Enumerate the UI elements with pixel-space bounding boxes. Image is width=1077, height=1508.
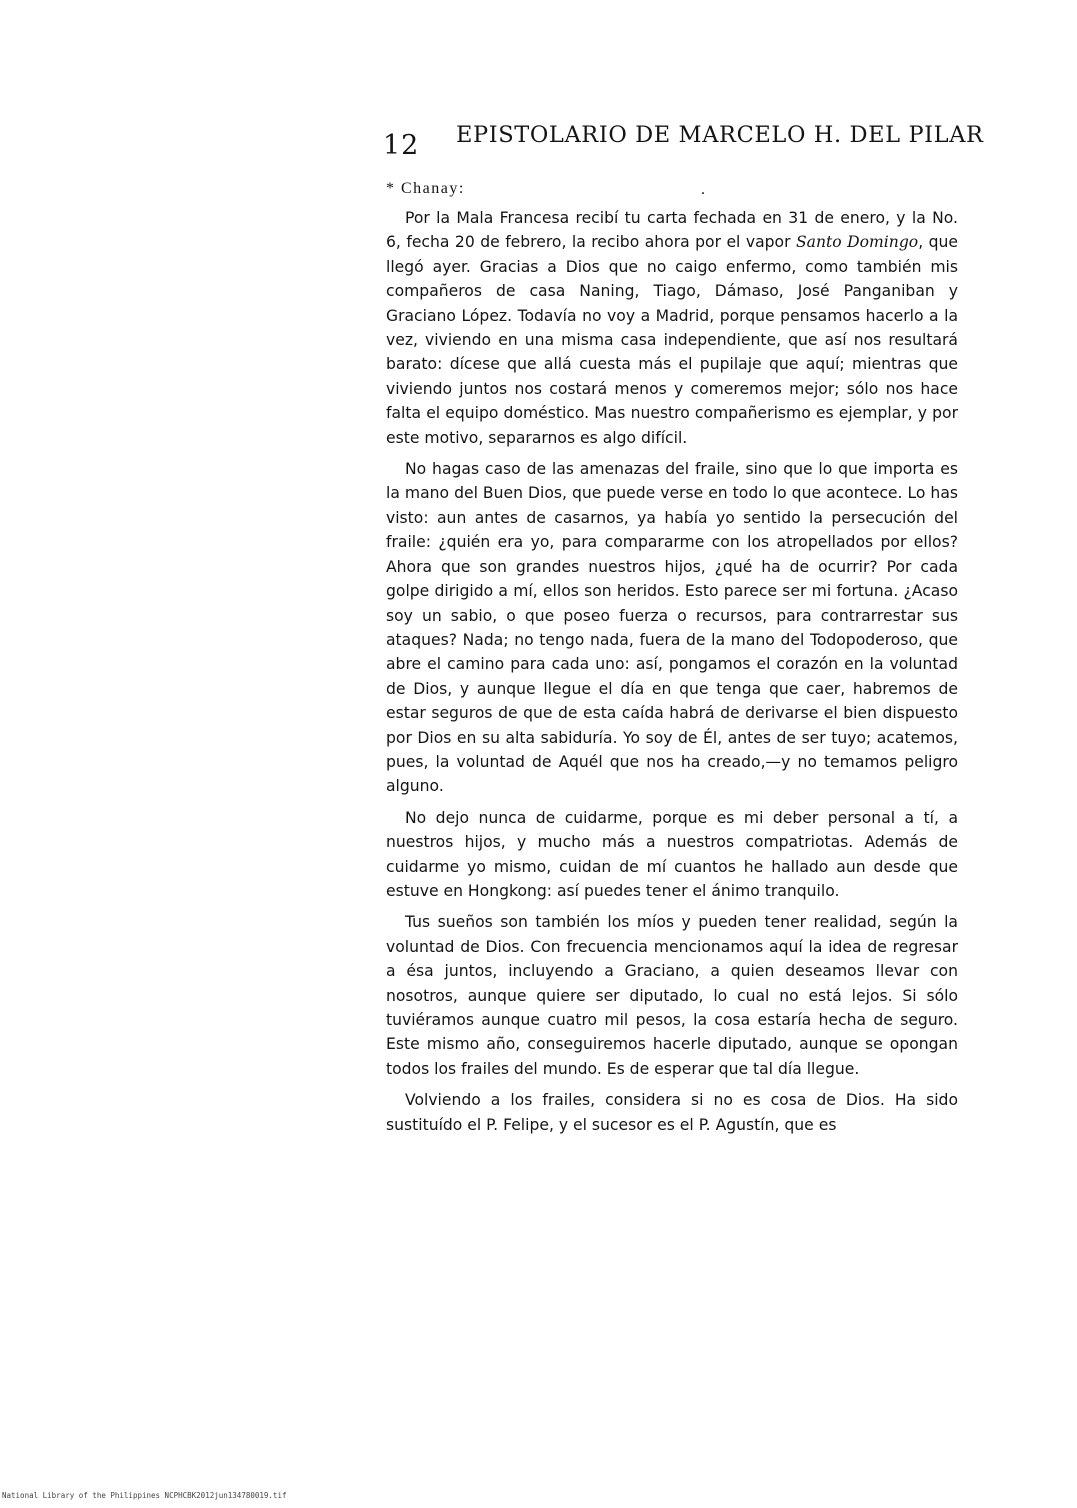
scan-footer-note: National Library of the Philippines NCPHCBK2012jun134780019.tif	[2, 1491, 287, 1500]
paragraph-1-text-b: , que llegó ayer. Gracias a Dios que no caigo enfermo, como también mis compañeros de casa Naning, Tiago, Dámaso, José Panganiban y Graciano López. Todavía no voy a Madrid, porque pensamos hacerlo a la vez, viviendo en una misma casa independiente, que así nos resultará barato: dícese que allá cuesta más el pupilaje que aquí; mientras que viviendo juntos nos costará menos y comeremos mejor; sólo nos hace falta el equipo doméstico. Mas nuestro compañerismo es ejemplar, y por este motivo, separarnos es algo difícil.	[386, 233, 959, 447]
paragraph-4: Tus sueños son también los míos y pueden tener realidad, según la voluntad de Dios. Con frecuencia mencionamos aquí la idea de regresar a ésa juntos, incluyendo a Graciano, a quien deseamos llevar con nosotros, aunque quiere ser diputado, lo cual no está lejos. Si sólo tuviéramos aunque cuatro mil pesos, la cosa estaría hecha de seguro. Este mismo año, conseguiremos hacerle diputado, aunque se opongan todos los frailes del mundo. Es de esperar que tal día llegue.	[386, 913, 958, 1078]
paragraph-1	[386, 206, 958, 450]
stray-mark: .	[701, 181, 705, 198]
paragraph-1-text-a: Por la Mala Francesa recibí tu carta fechada en 31 de enero, y la No. 6, fecha 20 de febrero, la recibo ahora por el vapor	[386, 209, 958, 252]
paragraph-5: Volviendo a los frailes, considera si no es cosa de Dios. Ha sido sustituído el P. Felipe, y el sucesor es el P. Agustín, que es	[386, 1091, 958, 1134]
paragraph-2: No hagas caso de las amenazas del fraile, sino que lo que importa es la mano del Buen Dios, que puede verse en todo lo que acontece. Lo has visto: aun antes de casarnos, ya había yo sentido la persecución del fraile: ¿quién era yo, para compararme con los atropellados por ellos? Ahora que son grandes nuestros hijos, ¿qué ha de ocurrir? Por cada golpe dirigido a mí, ellos son heridos. Esto parece ser mi fortuna. ¿Acaso soy un sabio, o que poseo fuerza o recursos, para contrarrestar sus ataques? Nada; no tengo nada, fuera de la mano del Todopoderoso, que abre el camino para cada uno: así, pongamos el corazón en la voluntad de Dios, y aunque llegue el día en que tenga que caer, habremos de estar seguros de que de esta caída habrá de derivarse el bien dispuesto por Dios en su alta sabiduría. Yo soy de Él, antes de ser tuyo; acatemos, pues, la voluntad de Aquél que nos ha creado,—y no temamos peligro alguno.	[386, 460, 958, 796]
paragraph-3: No dejo nunca de cuidarme, porque es mi deber personal a tí, a nuestros hijos, y mucho más a nuestros compatriotas. Además de cuidarme yo mismo, cuidan de mí cuantos he hallado aun desde que estuve en Hongkong: así puedes tener el ánimo tranquilo.	[386, 808, 958, 900]
running-head	[383, 122, 984, 162]
page-number: 12	[383, 130, 420, 161]
ship-name: Santo Domingo	[795, 233, 919, 252]
letter-body	[386, 206, 958, 1144]
running-title: EPISTOLARIO DE MARCELO H. DEL PILAR	[456, 122, 984, 148]
letter-salutation: * Chanay:	[386, 180, 465, 197]
